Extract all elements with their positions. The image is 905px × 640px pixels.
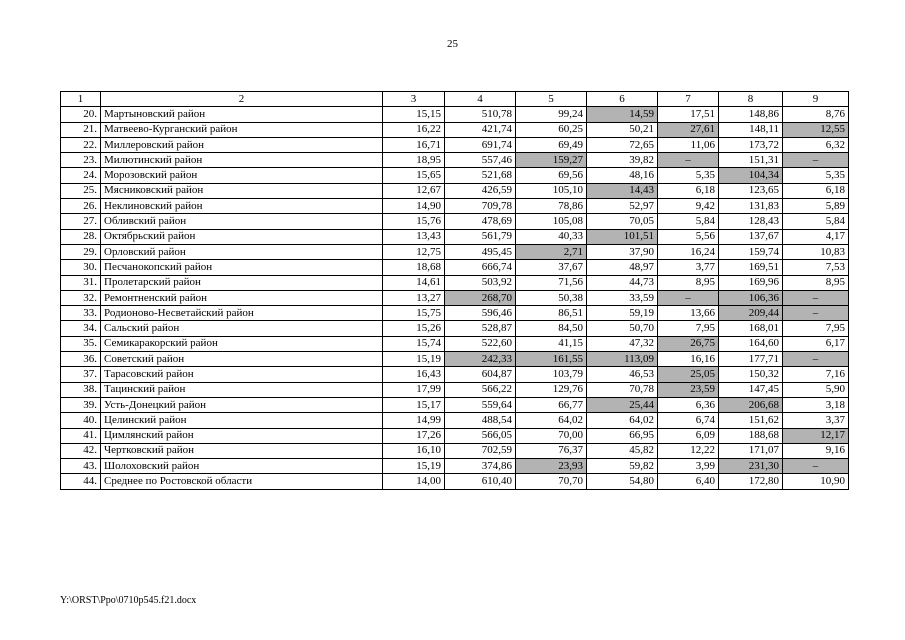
value-cell-c6: 14,59 bbox=[587, 107, 658, 122]
row-number-cell: 32. bbox=[61, 290, 101, 305]
table-row bbox=[61, 122, 849, 137]
column-header: 3 bbox=[383, 92, 445, 107]
value-cell-c5: 78,86 bbox=[516, 199, 587, 214]
value-cell-c8: 150,32 bbox=[719, 367, 783, 382]
value-cell-c7: 6,36 bbox=[658, 397, 719, 412]
value-cell-c5: 37,67 bbox=[516, 260, 587, 275]
value-cell-c9: 3,18 bbox=[783, 397, 849, 412]
value-cell-c3: 15,19 bbox=[383, 459, 445, 474]
row-number-cell: 20. bbox=[61, 107, 101, 122]
value-cell-c8: 148,86 bbox=[719, 107, 783, 122]
value-cell-c9: 10,90 bbox=[783, 474, 849, 489]
row-number-cell: 43. bbox=[61, 459, 101, 474]
value-cell-c6: 46,53 bbox=[587, 367, 658, 382]
value-cell-c5: 69,49 bbox=[516, 137, 587, 152]
value-cell-c4: 566,22 bbox=[445, 382, 516, 397]
row-number-cell: 22. bbox=[61, 137, 101, 152]
value-cell-c4: 374,86 bbox=[445, 459, 516, 474]
value-cell-c4: 503,92 bbox=[445, 275, 516, 290]
district-name-cell: Милютинский район bbox=[101, 153, 383, 168]
value-cell-c6: 14,43 bbox=[587, 183, 658, 198]
value-cell-c6: 66,95 bbox=[587, 428, 658, 443]
district-name-cell: Целинский район bbox=[101, 413, 383, 428]
value-cell-c6: 25,44 bbox=[587, 397, 658, 412]
column-header: 5 bbox=[516, 92, 587, 107]
column-header: 8 bbox=[719, 92, 783, 107]
value-cell-c4: 426,59 bbox=[445, 183, 516, 198]
value-cell-c3: 15,19 bbox=[383, 352, 445, 367]
value-cell-c3: 13,43 bbox=[383, 229, 445, 244]
value-cell-c5: 23,93 bbox=[516, 459, 587, 474]
value-cell-c3: 14,61 bbox=[383, 275, 445, 290]
district-name-cell: Чертковский район bbox=[101, 443, 383, 458]
value-cell-c9: 5,84 bbox=[783, 214, 849, 229]
value-cell-c3: 16,10 bbox=[383, 443, 445, 458]
value-cell-c4: 510,78 bbox=[445, 107, 516, 122]
district-name-cell: Обливский район bbox=[101, 214, 383, 229]
value-cell-c4: 709,78 bbox=[445, 199, 516, 214]
table-row bbox=[61, 137, 849, 152]
value-cell-c5: 99,24 bbox=[516, 107, 587, 122]
district-name-cell: Миллеровский район bbox=[101, 137, 383, 152]
value-cell-c6: 54,80 bbox=[587, 474, 658, 489]
value-cell-c3: 17,99 bbox=[383, 382, 445, 397]
value-cell-c8: 147,45 bbox=[719, 382, 783, 397]
value-cell-c8: 148,11 bbox=[719, 122, 783, 137]
row-number-cell: 40. bbox=[61, 413, 101, 428]
value-cell-c5: 129,76 bbox=[516, 382, 587, 397]
value-cell-c9: – bbox=[783, 306, 849, 321]
value-cell-c7: 17,51 bbox=[658, 107, 719, 122]
value-cell-c6: 37,90 bbox=[587, 244, 658, 259]
value-cell-c9: 9,16 bbox=[783, 443, 849, 458]
row-number-cell: 38. bbox=[61, 382, 101, 397]
value-cell-c7: – bbox=[658, 153, 719, 168]
value-cell-c3: 13,27 bbox=[383, 290, 445, 305]
value-cell-c6: 33,59 bbox=[587, 290, 658, 305]
row-number-cell: 42. bbox=[61, 443, 101, 458]
value-cell-c7: 6,09 bbox=[658, 428, 719, 443]
value-cell-c7: 6,74 bbox=[658, 413, 719, 428]
value-cell-c5: 66,77 bbox=[516, 397, 587, 412]
district-name-cell: Шолоховский район bbox=[101, 459, 383, 474]
value-cell-c8: 159,74 bbox=[719, 244, 783, 259]
value-cell-c8: 131,83 bbox=[719, 199, 783, 214]
value-cell-c3: 14,00 bbox=[383, 474, 445, 489]
value-cell-c9: – bbox=[783, 459, 849, 474]
value-cell-c6: 113,09 bbox=[587, 352, 658, 367]
value-cell-c6: 50,21 bbox=[587, 122, 658, 137]
value-cell-c3: 15,15 bbox=[383, 107, 445, 122]
value-cell-c5: 86,51 bbox=[516, 306, 587, 321]
value-cell-c4: 596,46 bbox=[445, 306, 516, 321]
value-cell-c9: 10,83 bbox=[783, 244, 849, 259]
value-cell-c3: 12,67 bbox=[383, 183, 445, 198]
value-cell-c7: 25,05 bbox=[658, 367, 719, 382]
district-name-cell: Тарасовский район bbox=[101, 367, 383, 382]
value-cell-c6: 45,82 bbox=[587, 443, 658, 458]
value-cell-c3: 15,17 bbox=[383, 397, 445, 412]
value-cell-c3: 16,43 bbox=[383, 367, 445, 382]
district-name-cell: Мартыновский район bbox=[101, 107, 383, 122]
value-cell-c5: 103,79 bbox=[516, 367, 587, 382]
page-number: 25 bbox=[447, 38, 458, 50]
value-cell-c8: 172,80 bbox=[719, 474, 783, 489]
value-cell-c6: 101,51 bbox=[587, 229, 658, 244]
row-number-cell: 25. bbox=[61, 183, 101, 198]
value-cell-c9: – bbox=[783, 153, 849, 168]
district-table bbox=[60, 91, 849, 490]
value-cell-c8: 151,62 bbox=[719, 413, 783, 428]
value-cell-c4: 242,33 bbox=[445, 352, 516, 367]
value-cell-c7: 8,95 bbox=[658, 275, 719, 290]
value-cell-c7: 23,59 bbox=[658, 382, 719, 397]
value-cell-c9: 8,95 bbox=[783, 275, 849, 290]
value-cell-c8: 188,68 bbox=[719, 428, 783, 443]
value-cell-c9: – bbox=[783, 352, 849, 367]
table-row bbox=[61, 199, 849, 214]
value-cell-c8: 173,72 bbox=[719, 137, 783, 152]
value-cell-c8: 171,07 bbox=[719, 443, 783, 458]
value-cell-c5: 2,71 bbox=[516, 244, 587, 259]
row-number-cell: 39. bbox=[61, 397, 101, 412]
value-cell-c7: 5,84 bbox=[658, 214, 719, 229]
table-row bbox=[61, 443, 849, 458]
value-cell-c4: 561,79 bbox=[445, 229, 516, 244]
row-number-cell: 33. bbox=[61, 306, 101, 321]
value-cell-c7: 3,77 bbox=[658, 260, 719, 275]
district-name-cell: Семикаракорский район bbox=[101, 336, 383, 351]
district-name-cell: Мясниковский район bbox=[101, 183, 383, 198]
row-number-cell: 26. bbox=[61, 199, 101, 214]
value-cell-c6: 59,82 bbox=[587, 459, 658, 474]
district-name-cell: Пролетарский район bbox=[101, 275, 383, 290]
table-row bbox=[61, 107, 849, 122]
value-cell-c9: – bbox=[783, 290, 849, 305]
value-cell-c9: 6,18 bbox=[783, 183, 849, 198]
table-row bbox=[61, 214, 849, 229]
value-cell-c4: 521,68 bbox=[445, 168, 516, 183]
value-cell-c9: 7,53 bbox=[783, 260, 849, 275]
table-row bbox=[61, 275, 849, 290]
value-cell-c8: 123,65 bbox=[719, 183, 783, 198]
value-cell-c3: 14,90 bbox=[383, 199, 445, 214]
value-cell-c7: 26,75 bbox=[658, 336, 719, 351]
row-number-cell: 30. bbox=[61, 260, 101, 275]
value-cell-c7: 7,95 bbox=[658, 321, 719, 336]
value-cell-c4: 702,59 bbox=[445, 443, 516, 458]
value-cell-c4: 566,05 bbox=[445, 428, 516, 443]
district-name-cell: Октябрьский район bbox=[101, 229, 383, 244]
file-path-footer: Y:\ORST\Ppo\0710p545.f21.docx bbox=[60, 595, 197, 606]
value-cell-c7: 12,22 bbox=[658, 443, 719, 458]
value-cell-c7: 6,18 bbox=[658, 183, 719, 198]
value-cell-c3: 15,65 bbox=[383, 168, 445, 183]
value-cell-c7: 6,40 bbox=[658, 474, 719, 489]
value-cell-c9: 8,76 bbox=[783, 107, 849, 122]
value-cell-c4: 557,46 bbox=[445, 153, 516, 168]
value-cell-c5: 161,55 bbox=[516, 352, 587, 367]
table-row bbox=[61, 244, 849, 259]
value-cell-c4: 528,87 bbox=[445, 321, 516, 336]
value-cell-c8: 164,60 bbox=[719, 336, 783, 351]
value-cell-c3: 15,74 bbox=[383, 336, 445, 351]
table-row bbox=[61, 260, 849, 275]
value-cell-c7: 13,66 bbox=[658, 306, 719, 321]
row-number-cell: 37. bbox=[61, 367, 101, 382]
value-cell-c8: 177,71 bbox=[719, 352, 783, 367]
table-row bbox=[61, 183, 849, 198]
value-cell-c9: 6,17 bbox=[783, 336, 849, 351]
value-cell-c4: 421,74 bbox=[445, 122, 516, 137]
value-cell-c4: 691,74 bbox=[445, 137, 516, 152]
value-cell-c5: 70,00 bbox=[516, 428, 587, 443]
district-name-cell: Сальский район bbox=[101, 321, 383, 336]
value-cell-c6: 72,65 bbox=[587, 137, 658, 152]
value-cell-c4: 559,64 bbox=[445, 397, 516, 412]
value-cell-c4: 495,45 bbox=[445, 244, 516, 259]
district-name-cell: Неклиновский район bbox=[101, 199, 383, 214]
district-name-cell: Среднее по Ростовской области bbox=[101, 474, 383, 489]
district-name-cell: Цимлянский район bbox=[101, 428, 383, 443]
table-row bbox=[61, 153, 849, 168]
value-cell-c5: 40,33 bbox=[516, 229, 587, 244]
value-cell-c7: 27,61 bbox=[658, 122, 719, 137]
district-name-cell: Советский район bbox=[101, 352, 383, 367]
value-cell-c6: 39,82 bbox=[587, 153, 658, 168]
value-cell-c9: 6,32 bbox=[783, 137, 849, 152]
table-row bbox=[61, 459, 849, 474]
column-header: 2 bbox=[101, 92, 383, 107]
table-header-row bbox=[61, 92, 849, 107]
table-row bbox=[61, 382, 849, 397]
column-header: 7 bbox=[658, 92, 719, 107]
value-cell-c6: 44,73 bbox=[587, 275, 658, 290]
value-cell-c6: 48,97 bbox=[587, 260, 658, 275]
value-cell-c5: 60,25 bbox=[516, 122, 587, 137]
table-row bbox=[61, 397, 849, 412]
value-cell-c3: 15,26 bbox=[383, 321, 445, 336]
row-number-cell: 35. bbox=[61, 336, 101, 351]
value-cell-c7: 16,24 bbox=[658, 244, 719, 259]
value-cell-c3: 18,68 bbox=[383, 260, 445, 275]
value-cell-c7: – bbox=[658, 290, 719, 305]
value-cell-c5: 105,10 bbox=[516, 183, 587, 198]
value-cell-c4: 666,74 bbox=[445, 260, 516, 275]
district-name-cell: Орловский район bbox=[101, 244, 383, 259]
value-cell-c5: 84,50 bbox=[516, 321, 587, 336]
value-cell-c6: 64,02 bbox=[587, 413, 658, 428]
value-cell-c6: 59,19 bbox=[587, 306, 658, 321]
table-row bbox=[61, 168, 849, 183]
value-cell-c5: 64,02 bbox=[516, 413, 587, 428]
value-cell-c3: 17,26 bbox=[383, 428, 445, 443]
value-cell-c3: 15,75 bbox=[383, 306, 445, 321]
table-row bbox=[61, 290, 849, 305]
value-cell-c8: 137,67 bbox=[719, 229, 783, 244]
value-cell-c3: 16,22 bbox=[383, 122, 445, 137]
value-cell-c8: 151,31 bbox=[719, 153, 783, 168]
table-row bbox=[61, 413, 849, 428]
value-cell-c7: 5,56 bbox=[658, 229, 719, 244]
value-cell-c3: 15,76 bbox=[383, 214, 445, 229]
district-name-cell: Ремонтненский район bbox=[101, 290, 383, 305]
value-cell-c9: 4,17 bbox=[783, 229, 849, 244]
value-cell-c7: 11,06 bbox=[658, 137, 719, 152]
value-cell-c4: 604,87 bbox=[445, 367, 516, 382]
table-row bbox=[61, 321, 849, 336]
value-cell-c8: 168,01 bbox=[719, 321, 783, 336]
district-name-cell: Тацинский район bbox=[101, 382, 383, 397]
value-cell-c8: 206,68 bbox=[719, 397, 783, 412]
table-row bbox=[61, 229, 849, 244]
value-cell-c4: 478,69 bbox=[445, 214, 516, 229]
value-cell-c3: 12,75 bbox=[383, 244, 445, 259]
value-cell-c5: 71,56 bbox=[516, 275, 587, 290]
value-cell-c8: 169,96 bbox=[719, 275, 783, 290]
value-cell-c5: 70,70 bbox=[516, 474, 587, 489]
value-cell-c4: 610,40 bbox=[445, 474, 516, 489]
row-number-cell: 28. bbox=[61, 229, 101, 244]
table-row bbox=[61, 306, 849, 321]
value-cell-c8: 106,36 bbox=[719, 290, 783, 305]
value-cell-c6: 50,70 bbox=[587, 321, 658, 336]
district-name-cell: Усть-Донецкий район bbox=[101, 397, 383, 412]
district-name-cell: Морозовский район bbox=[101, 168, 383, 183]
column-header: 6 bbox=[587, 92, 658, 107]
row-number-cell: 44. bbox=[61, 474, 101, 489]
value-cell-c9: 5,90 bbox=[783, 382, 849, 397]
value-cell-c9: 12,55 bbox=[783, 122, 849, 137]
value-cell-c9: 7,95 bbox=[783, 321, 849, 336]
table-row bbox=[61, 352, 849, 367]
value-cell-c6: 70,05 bbox=[587, 214, 658, 229]
district-name-cell: Песчанокопский район bbox=[101, 260, 383, 275]
value-cell-c8: 209,44 bbox=[719, 306, 783, 321]
value-cell-c5: 159,27 bbox=[516, 153, 587, 168]
table-row bbox=[61, 367, 849, 382]
district-name-cell: Родионово-Несветайский район bbox=[101, 306, 383, 321]
row-number-cell: 29. bbox=[61, 244, 101, 259]
value-cell-c5: 105,08 bbox=[516, 214, 587, 229]
value-cell-c4: 522,60 bbox=[445, 336, 516, 351]
district-name-cell: Матвеево-Курганский район bbox=[101, 122, 383, 137]
value-cell-c5: 41,15 bbox=[516, 336, 587, 351]
value-cell-c7: 5,35 bbox=[658, 168, 719, 183]
value-cell-c6: 48,16 bbox=[587, 168, 658, 183]
table-row bbox=[61, 336, 849, 351]
value-cell-c3: 16,71 bbox=[383, 137, 445, 152]
row-number-cell: 34. bbox=[61, 321, 101, 336]
value-cell-c9: 7,16 bbox=[783, 367, 849, 382]
row-number-cell: 23. bbox=[61, 153, 101, 168]
value-cell-c5: 50,38 bbox=[516, 290, 587, 305]
table-row bbox=[61, 474, 849, 489]
value-cell-c7: 9,42 bbox=[658, 199, 719, 214]
row-number-cell: 31. bbox=[61, 275, 101, 290]
row-number-cell: 41. bbox=[61, 428, 101, 443]
value-cell-c8: 128,43 bbox=[719, 214, 783, 229]
value-cell-c5: 69,56 bbox=[516, 168, 587, 183]
value-cell-c5: 76,37 bbox=[516, 443, 587, 458]
value-cell-c7: 16,16 bbox=[658, 352, 719, 367]
value-cell-c3: 14,99 bbox=[383, 413, 445, 428]
value-cell-c9: 5,89 bbox=[783, 199, 849, 214]
table-row bbox=[61, 428, 849, 443]
value-cell-c8: 231,30 bbox=[719, 459, 783, 474]
value-cell-c7: 3,99 bbox=[658, 459, 719, 474]
column-header: 4 bbox=[445, 92, 516, 107]
value-cell-c8: 104,34 bbox=[719, 168, 783, 183]
value-cell-c9: 5,35 bbox=[783, 168, 849, 183]
value-cell-c6: 47,32 bbox=[587, 336, 658, 351]
value-cell-c6: 52,97 bbox=[587, 199, 658, 214]
row-number-cell: 24. bbox=[61, 168, 101, 183]
value-cell-c8: 169,51 bbox=[719, 260, 783, 275]
value-cell-c3: 18,95 bbox=[383, 153, 445, 168]
value-cell-c4: 488,54 bbox=[445, 413, 516, 428]
value-cell-c4: 268,70 bbox=[445, 290, 516, 305]
row-number-cell: 36. bbox=[61, 352, 101, 367]
value-cell-c9: 12,17 bbox=[783, 428, 849, 443]
row-number-cell: 27. bbox=[61, 214, 101, 229]
column-header: 9 bbox=[783, 92, 849, 107]
column-header: 1 bbox=[61, 92, 101, 107]
value-cell-c6: 70,78 bbox=[587, 382, 658, 397]
value-cell-c9: 3,37 bbox=[783, 413, 849, 428]
row-number-cell: 21. bbox=[61, 122, 101, 137]
